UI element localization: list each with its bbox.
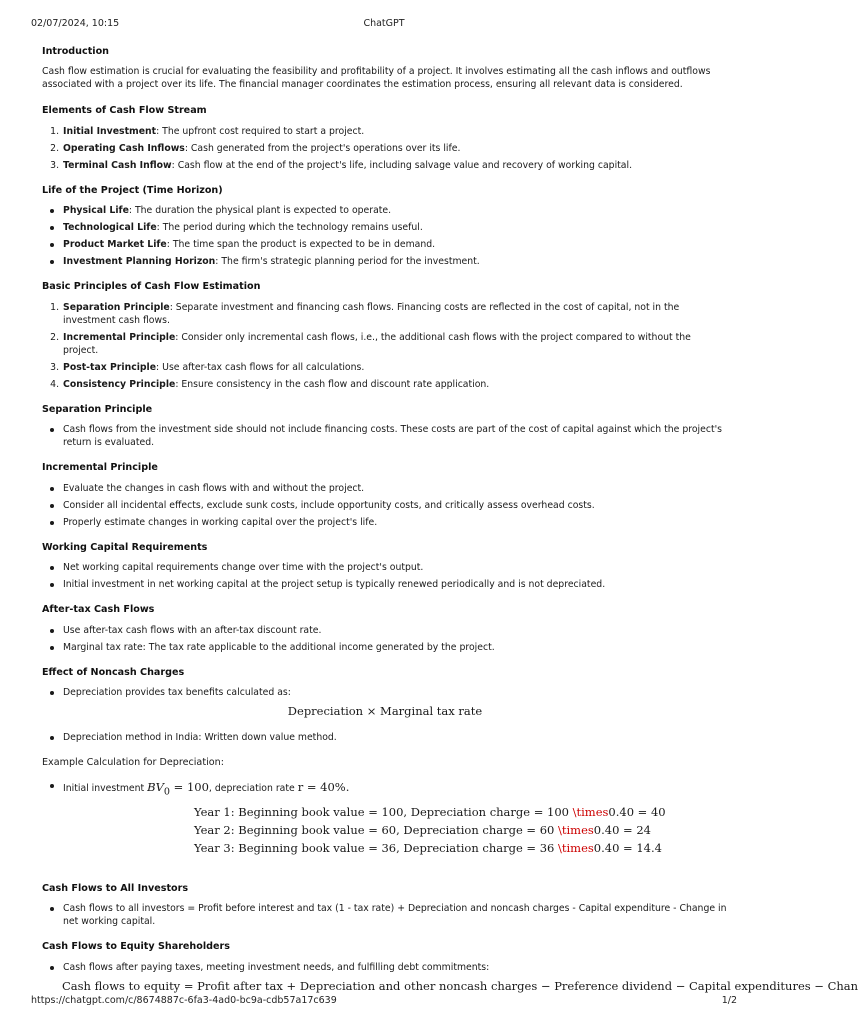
list-item: Depreciation provides tax benefits calculated as: (62, 686, 728, 699)
year-right: 0.40 = 14.4 (593, 841, 662, 856)
rate-expression: r = 40%. (297, 779, 350, 794)
document-content (42, 45, 858, 994)
example-title: Example Calculation for Depreciation: (42, 757, 224, 769)
term-label: Post-tax Principle (63, 361, 157, 373)
equity-heading: Cash Flows to Equity Shareholders (42, 941, 230, 953)
noncash-heading: Effect of Noncash Charges (42, 666, 185, 678)
list-item: Depreciation method in India: Written down value method. (62, 731, 728, 744)
term-label: Incremental Principle (63, 331, 176, 343)
bv-var: BV (147, 779, 164, 794)
page-number: 1/2 (721, 995, 737, 1006)
list-item (62, 142, 728, 155)
year-row (194, 804, 728, 822)
list-item (62, 301, 728, 327)
list-item: Net working capital requirements change over time with the project's output. (62, 561, 728, 574)
latex-error: \times (572, 805, 609, 820)
separation-list (42, 423, 728, 449)
list-item (62, 779, 728, 799)
bv-sub: 0 (163, 786, 171, 798)
list-item: Marginal tax rate: The tax rate applicable to the additional income generated by the project. (62, 641, 728, 654)
life-list (42, 204, 728, 268)
term-desc: : The upfront cost required to start a project. (156, 125, 365, 137)
intro-heading: Introduction (42, 46, 109, 57)
term-desc: : The period during which the technology remains useful. (156, 222, 423, 234)
list-item: Consider all incidental effects, exclude sunk costs, include opportunity costs, and critically assess overhead costs. (62, 499, 728, 512)
bv-expression (147, 779, 209, 798)
term-desc: : Consider only incremental cash flows, i.e., the additional cash flows with the project compared to without the project. (63, 331, 691, 356)
term-desc: : Ensure consistency in the cash flow and discount rate application. (175, 378, 490, 390)
list-item (62, 204, 728, 217)
term-desc: : Use after-tax cash flows for all calculations. (156, 361, 365, 373)
list-item (62, 378, 728, 391)
print-footer (31, 994, 737, 1008)
elements-heading: Elements of Cash Flow Stream (42, 105, 207, 117)
list-item: Cash flows from the investment side should not include financing costs. These costs are part of the cost of capital against which the project's return is evaluated. (62, 423, 728, 449)
term-label: Separation Principle (63, 301, 170, 313)
year-left: Year 2: Beginning book value = 60, Depreciation charge = 60 (194, 823, 558, 838)
example-list (42, 779, 728, 799)
term-label: Consistency Principle (63, 378, 176, 390)
equity-list (42, 961, 728, 974)
after-tax-heading: After-tax Cash Flows (42, 604, 155, 616)
list-item (62, 238, 728, 251)
working-capital-heading: Working Capital Requirements (42, 541, 208, 553)
principles-heading: Basic Principles of Cash Flow Estimation (42, 281, 261, 293)
year-right: 0.40 = 24 (593, 823, 651, 838)
example-prefix: Initial investment (63, 782, 148, 794)
incremental-list (42, 482, 728, 529)
depreciation-years (194, 804, 728, 857)
term-label: Physical Life (63, 205, 129, 217)
noncash-list (42, 686, 728, 699)
separation-heading: Separation Principle (42, 403, 153, 415)
year-row (194, 822, 728, 840)
term-label: Product Market Life (63, 239, 167, 251)
list-item: Initial investment in net working capital at the project setup is typically renewed periodically and is not depreciated. (62, 578, 728, 591)
all-investors-list (42, 902, 728, 928)
incremental-heading: Incremental Principle (42, 462, 158, 474)
print-datetime: 02/07/2024, 10:15 (31, 18, 120, 29)
print-url: https://chatgpt.com/c/8674887c-6fa3-4ad0-bc9a-cdb57a17c639 (31, 995, 337, 1006)
term-label: Technological Life (63, 222, 157, 234)
year-row (194, 840, 728, 858)
print-header (31, 17, 737, 31)
year-left: Year 3: Beginning book value = 36, Depreciation charge = 36 (194, 841, 558, 856)
term-desc: : The duration the physical plant is expected to operate. (128, 205, 392, 217)
term-desc: : The firm's strategic planning period for the investment. (215, 256, 480, 268)
depreciation-formula: Depreciation × Marginal tax rate (287, 704, 483, 719)
list-item (62, 361, 728, 374)
list-item (62, 159, 728, 172)
after-tax-list (42, 624, 728, 654)
year-right: 0.40 = 40 (608, 805, 666, 820)
intro-paragraph: Cash flow estimation is crucial for evaluating the feasibility and profitability of a project. It involves estimating all the cash inflows and outflows associated with a project over its life. The financial manager coordinates the estimation process, ensuring all relevant data is considered. (42, 66, 711, 91)
equity-formula: Cash flows to equity = Profit after tax + Depreciation and other noncash charges − Preference dividend − Capital expenditures − Chan (62, 978, 858, 993)
term-desc: : The time span the product is expected to be in demand. (166, 239, 436, 251)
elements-list (42, 125, 728, 172)
list-item: Cash flows after paying taxes, meeting investment needs, and fulfilling debt commitments: (62, 961, 728, 974)
principles-list (42, 301, 728, 391)
list-item (62, 221, 728, 234)
term-desc: : Cash generated from the project's operations over its life. (184, 142, 461, 154)
latex-error: \times (558, 841, 594, 856)
term-desc: : Cash flow at the end of the project's life, including salvage value and recovery of working capital. (171, 159, 633, 171)
latex-error: \times (558, 823, 594, 838)
list-item (62, 255, 728, 268)
term-label: Investment Planning Horizon (63, 256, 216, 268)
year-left: Year 1: Beginning book value = 100, Depreciation charge = 100 (194, 805, 573, 820)
list-item (62, 331, 728, 357)
print-title: ChatGPT (363, 18, 405, 29)
life-heading: Life of the Project (Time Horizon) (42, 184, 223, 196)
noncash-list-2 (42, 731, 728, 744)
list-item: Evaluate the changes in cash flows with and without the project. (62, 482, 728, 495)
list-item (62, 125, 728, 138)
bv-val: = 100 (170, 779, 209, 794)
term-label: Operating Cash Inflows (63, 142, 185, 154)
term-label: Initial Investment (63, 125, 157, 137)
list-item: Properly estimate changes in working capital over the project's life. (62, 516, 728, 529)
list-item: Use after-tax cash flows with an after-tax discount rate. (62, 624, 728, 637)
all-investors-heading: Cash Flows to All Investors (42, 882, 189, 894)
term-label: Terminal Cash Inflow (63, 159, 172, 171)
working-capital-list (42, 561, 728, 591)
list-item: Cash flows to all investors = Profit before interest and tax (1 - tax rate) + Depreciation and noncash charges - Capital expenditure - Change in net working capital. (63, 903, 727, 928)
example-mid: , depreciation rate (208, 782, 298, 794)
term-desc: : Separate investment and financing cash flows. Financing costs are reflected in the cost of capital, not in the investment cash flows. (63, 301, 680, 326)
